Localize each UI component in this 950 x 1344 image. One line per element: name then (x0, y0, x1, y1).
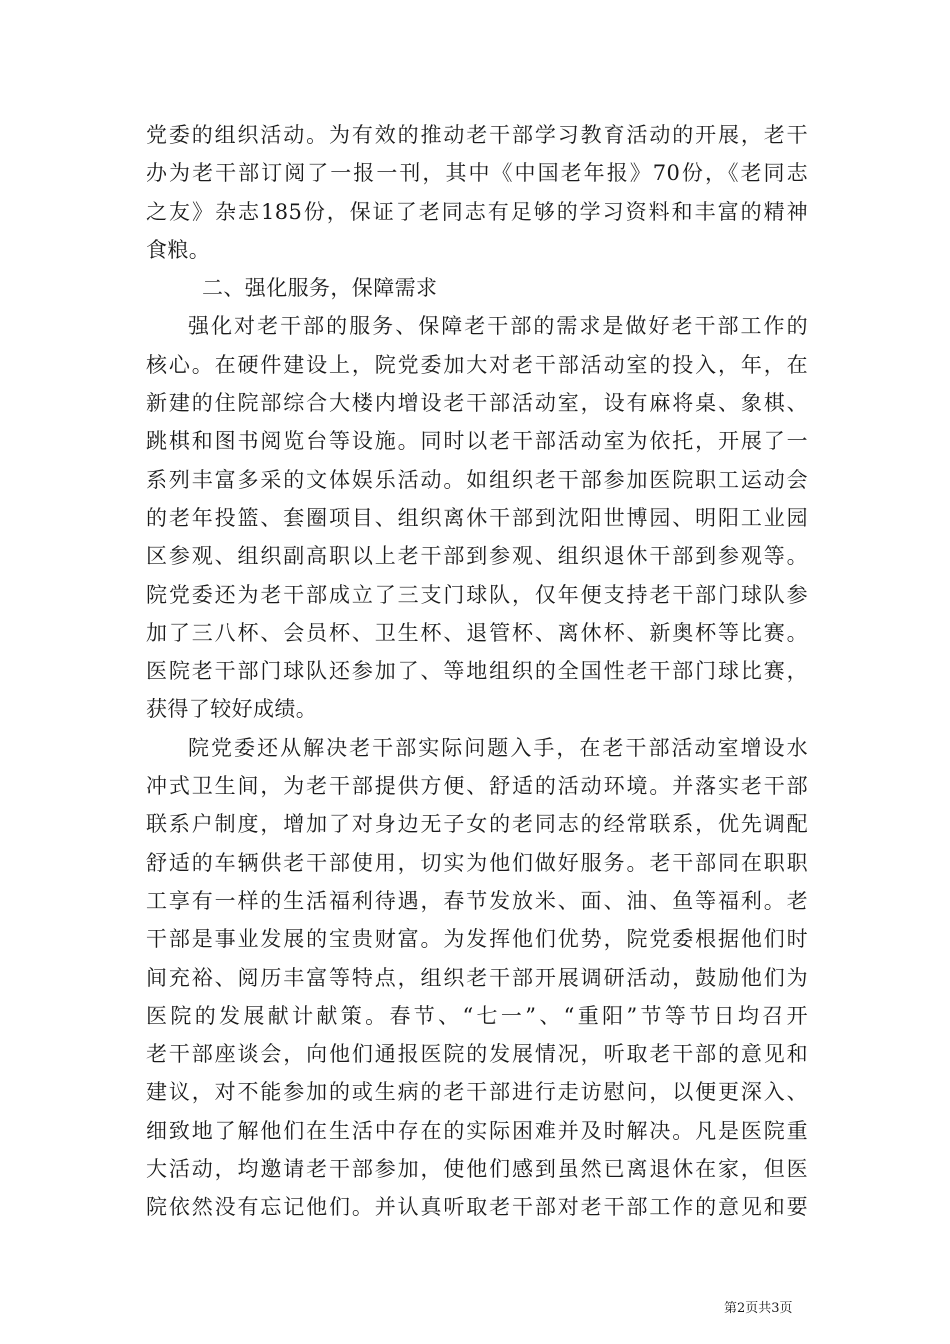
text-line: 新建的住院部综合大楼内增设老干部活动室，设有麻将桌、象棋、 (146, 391, 808, 416)
text-line: 的老年投篮、套圈项目、组织离休干部到沈阳世博园、明阳工业园 (146, 505, 808, 530)
text-line: 细致地了解他们在生活中存在的实际困难并及时解决。凡是医院重 (146, 1118, 808, 1143)
text-line: 间充裕、阅历丰富等特点，组织老干部开展调研活动，鼓励他们为 (146, 965, 808, 990)
text-line: 舒适的车辆供老干部使用，切实为他们做好服务。老干部同在职职 (146, 850, 808, 875)
text-line: 院依然没有忘记他们。并认真听取老干部对老干部工作的意见和要 (146, 1195, 808, 1220)
section-heading: 二、强化服务，保障需求 (202, 276, 438, 301)
text-line: 获得了较好成绩。 (146, 697, 318, 722)
text-line: 跳棋和图书阅览台等设施。同时以老干部活动室为依托，开展了一 (146, 429, 808, 454)
text-line: 核心。在硬件建设上，院党委加大对老干部活动室的投入，年，在 (146, 352, 808, 377)
text-line: 之友》杂志185份，保证了老同志有足够的学习资料和丰富的精神 (146, 199, 808, 224)
text-line: 冲式卫生间，为老干部提供方便、舒适的活动环境。并落实老干部 (146, 774, 808, 799)
text-line: 食粮。 (146, 237, 211, 262)
text-line: 干部是事业发展的宝贵财富。为发挥他们优势，院党委根据他们时 (146, 927, 808, 952)
text-line: 工享有一样的生活福利待遇，春节发放米、面、油、鱼等福利。老 (146, 888, 808, 913)
page-number: 第2页共3页 (724, 1301, 793, 1316)
text-line: 医院的发展献计献策。春节、“七一”、“重阳”节等节日均召开 (146, 1003, 808, 1028)
text-line: 联系户制度，增加了对身边无子女的老同志的经常联系，优先调配 (146, 812, 808, 837)
text-line: 区参观、组织副高职以上老干部到参观、组织退休干部到参观等。 (146, 544, 808, 569)
text-line: 老干部座谈会，向他们通报医院的发展情况，听取老干部的意见和 (146, 1042, 808, 1067)
text-line: 系列丰富多采的文体娱乐活动。如组织老干部参加医院职工运动会 (146, 467, 808, 492)
paragraph-first-line: 强化对老干部的服务、保障老干部的需求是做好老干部工作的 (188, 314, 808, 339)
text-line: 建议，对不能参加的或生病的老干部进行走访慰问，以便更深入、 (146, 1080, 808, 1105)
document-body (146, 116, 808, 1227)
text-line: 医院老干部门球队还参加了、等地组织的全国性老干部门球比赛， (146, 659, 808, 684)
text-line: 大活动，均邀请老干部参加，使他们感到虽然已离退休在家，但医 (146, 1157, 808, 1182)
paragraph-first-line: 院党委还从解决老干部实际问题入手，在老干部活动室增设水 (188, 735, 808, 760)
text-line: 党委的组织活动。为有效的推动老干部学习教育活动的开展，老干 (146, 123, 808, 147)
text-line: 院党委还为老干部成立了三支门球队，仅年便支持老干部门球队参 (146, 582, 808, 607)
text-line: 加了三八杯、会员杯、卫生杯、退管杯、离休杯、新奥杯等比赛。 (146, 620, 808, 645)
text-line: 办为老干部订阅了一报一刊，其中《中国老年报》70份，《老同志 (146, 161, 808, 186)
